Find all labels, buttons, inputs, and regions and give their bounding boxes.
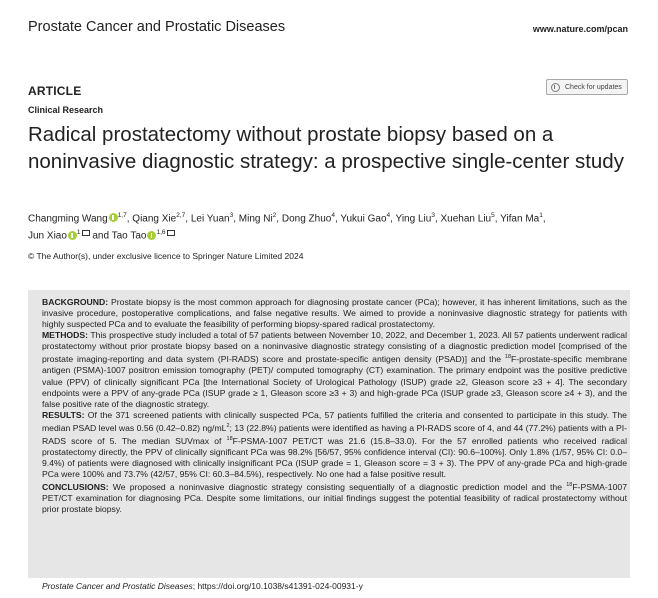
author-name[interactable]: Qiang Xie	[132, 213, 177, 225]
unit-superscript: 2	[226, 422, 230, 429]
copyright-notice: © The Author(s), under exclusive licence to Springer Nature Limited 2024	[28, 251, 304, 261]
abstract-background	[42, 297, 627, 330]
author-name[interactable]: Tao Tao	[111, 230, 147, 242]
author-affiliation: 1	[539, 212, 543, 219]
check-for-updates-label: Check for updates	[565, 83, 622, 91]
author-affiliation: 2,7	[176, 212, 186, 219]
isotope-superscript: 18	[504, 354, 512, 361]
author-affiliation: 1,6	[156, 229, 166, 237]
conclusions-text: We proposed a noninvasive diagnostic strategy consisting sequentially of a diagnostic prediction model and the	[112, 482, 567, 492]
journal-name: Prostate Cancer and Prostatic Diseases	[28, 19, 286, 35]
author-affiliation: 3	[431, 212, 435, 219]
results-text: ; 13 (22.8%) patients were identified as having a PI-RADS score of 4, and 44 (77.2%) patients with a PI-RADS score of 5. The median SUVmax of	[42, 422, 628, 446]
author-name[interactable]: Changming Wang	[28, 213, 108, 225]
abstract-methods	[42, 330, 627, 410]
author-affiliation: 4	[331, 212, 335, 219]
author-name[interactable]: Xuehan Liu	[440, 213, 492, 225]
abstract-results	[42, 410, 627, 480]
author-name[interactable]: Ming Ni	[238, 213, 273, 225]
author-affiliation: 4	[386, 212, 391, 219]
abstract-text	[42, 297, 627, 515]
methods-text: This prospective study included a total of 57 patients between November 10, 2022, and December 1, 2023. All 57 patients underwent radical prostatectomy without prior prostate biopsy based on a noninvasive diagnostic strategy consisting of a diagnostic prediction model [comprised of the prostate imaging-reporting and data system (PI-RADS) score and prostate-specific antigen density (PSAD)] and the	[42, 330, 628, 365]
author-affiliation: 5	[491, 212, 495, 219]
author-name[interactable]: Jun Xiao	[28, 230, 67, 242]
methods-text: F-prostate-specific membrane antigen (PSMA)-1007 positron emission tomography (PET)/ computed tomography (CT) examination. The primary endpoint was the positive predictive value (PPV) of clinically significant PCa [the International Society of Urological Pathology (ISUP) grade ≥2, Gleason score ≥3 + 4]. The secondary endpoints were a PPV of any-grade PCa (ISUP grade ≥ 1, Gleason score ≥3 + 3) and high-grade PCa (ISUP grade ≥3, Gleason score ≥4 + 3), and the false positive rate of the diagnostic strategy.	[42, 354, 627, 409]
author-list: Changming Wang $^{1,7}$, Qiang Xie$^{2,7}$, Lei Yuan$^3$, Ming Ni$^2$, Dong Zhuo$^4$, Yukui Gao$^4$, Ying Liu$^3$, Xuehan Liu$^5$, Yifan Ma$^1$, Jun Xiao $^1$ and Tao Tao $^{1,6}$	[28, 212, 546, 242]
author-affiliation: 2	[272, 212, 277, 219]
orcid-icon[interactable]	[109, 213, 118, 222]
mail-icon[interactable]	[82, 230, 90, 236]
citation-line	[42, 581, 363, 591]
check-for-updates-button[interactable]	[546, 79, 628, 95]
author-name[interactable]: Yifan Ma	[500, 213, 540, 225]
section-label: Clinical Research	[28, 105, 104, 115]
author-name[interactable]: Lei Yuan	[190, 213, 230, 225]
conclusions-text: F-PSMA-1007 PET/CT examination for diagnosing PCa. Despite some limitations, our initial findings suggest the potential feasibility of radical prostatectomy without prior prostate biopsy.	[42, 482, 627, 515]
author-name[interactable]: Dong Zhuo	[281, 213, 332, 225]
methods-heading: METHODS:	[42, 330, 88, 341]
update-icon	[551, 83, 560, 92]
results-text: F-PSMA-1007 PET/CT was 21.6 (15.8–33.0). For the 57 enrolled patients who received radical prostatectomy directly, the PPV of clinically significant PCa was 98.2% [56/57, 95% confidence interval (CI): 90.6–100%]. Only 1.8% (1/57, 95% CI: 0.0–9.4%) of patients were diagnosed with clinically insignificant PCa (ISUP grade = 1, Gleason score = 3 + 3). The PPV of any-grade PCa and high-grade PCa were 100% and 73.7% (42/57, 95% CI: 60.3–84.5%), respectively. No one had a false positive result.	[42, 435, 628, 480]
mail-icon[interactable]	[167, 230, 175, 236]
article-title: Radical prostatectomy without prostate biopsy based on a noninvasive diagnostic strategy: a prospective single-center study	[28, 123, 624, 173]
isotope-superscript: 18	[226, 435, 233, 442]
author-affiliation: 3	[229, 212, 234, 219]
conclusions-heading: CONCLUSIONS:	[42, 482, 109, 492]
journal-url-link[interactable]: www.nature.com/pcan	[532, 24, 628, 34]
author-affiliation: 1	[76, 229, 81, 237]
results-heading: RESULTS:	[42, 409, 85, 420]
isotope-superscript: 18	[566, 482, 573, 489]
orcid-icon[interactable]	[68, 231, 77, 240]
results-text: Of the 371 screened patients with clinically suspected PCa, 57 patients fulfilled the criteria and consented to participate in this study. The median PSAD level was 0.56 (0.42–0.82) ng/mL	[42, 409, 627, 433]
orcid-icon[interactable]	[147, 231, 156, 240]
author-name[interactable]: Ying Liu	[395, 213, 432, 225]
background-text: Prostate biopsy is the most common approach for diagnosing prostate cancer (PCa); however, it has inherent limitations, such as the invasive procedure, postoperative complications, and false negative results. We aimed to provide a noninvasive diagnostic strategy for patients with highly suspected PCa and to evaluate the feasibility of performing biopsy-spared radical prostatectomy.	[42, 297, 627, 330]
background-heading: BACKGROUND:	[42, 297, 109, 307]
article-type-label: ARTICLE	[28, 84, 82, 98]
citation-doi-link[interactable]: ; https://doi.org/10.1038/s41391-024-00931-y	[192, 581, 363, 591]
author-affiliation: 1,7	[117, 212, 127, 219]
abstract-conclusions	[42, 480, 627, 515]
citation-journal: Prostate Cancer and Prostatic Diseases	[42, 581, 193, 591]
author-name[interactable]: Yukui Gao	[340, 213, 387, 225]
